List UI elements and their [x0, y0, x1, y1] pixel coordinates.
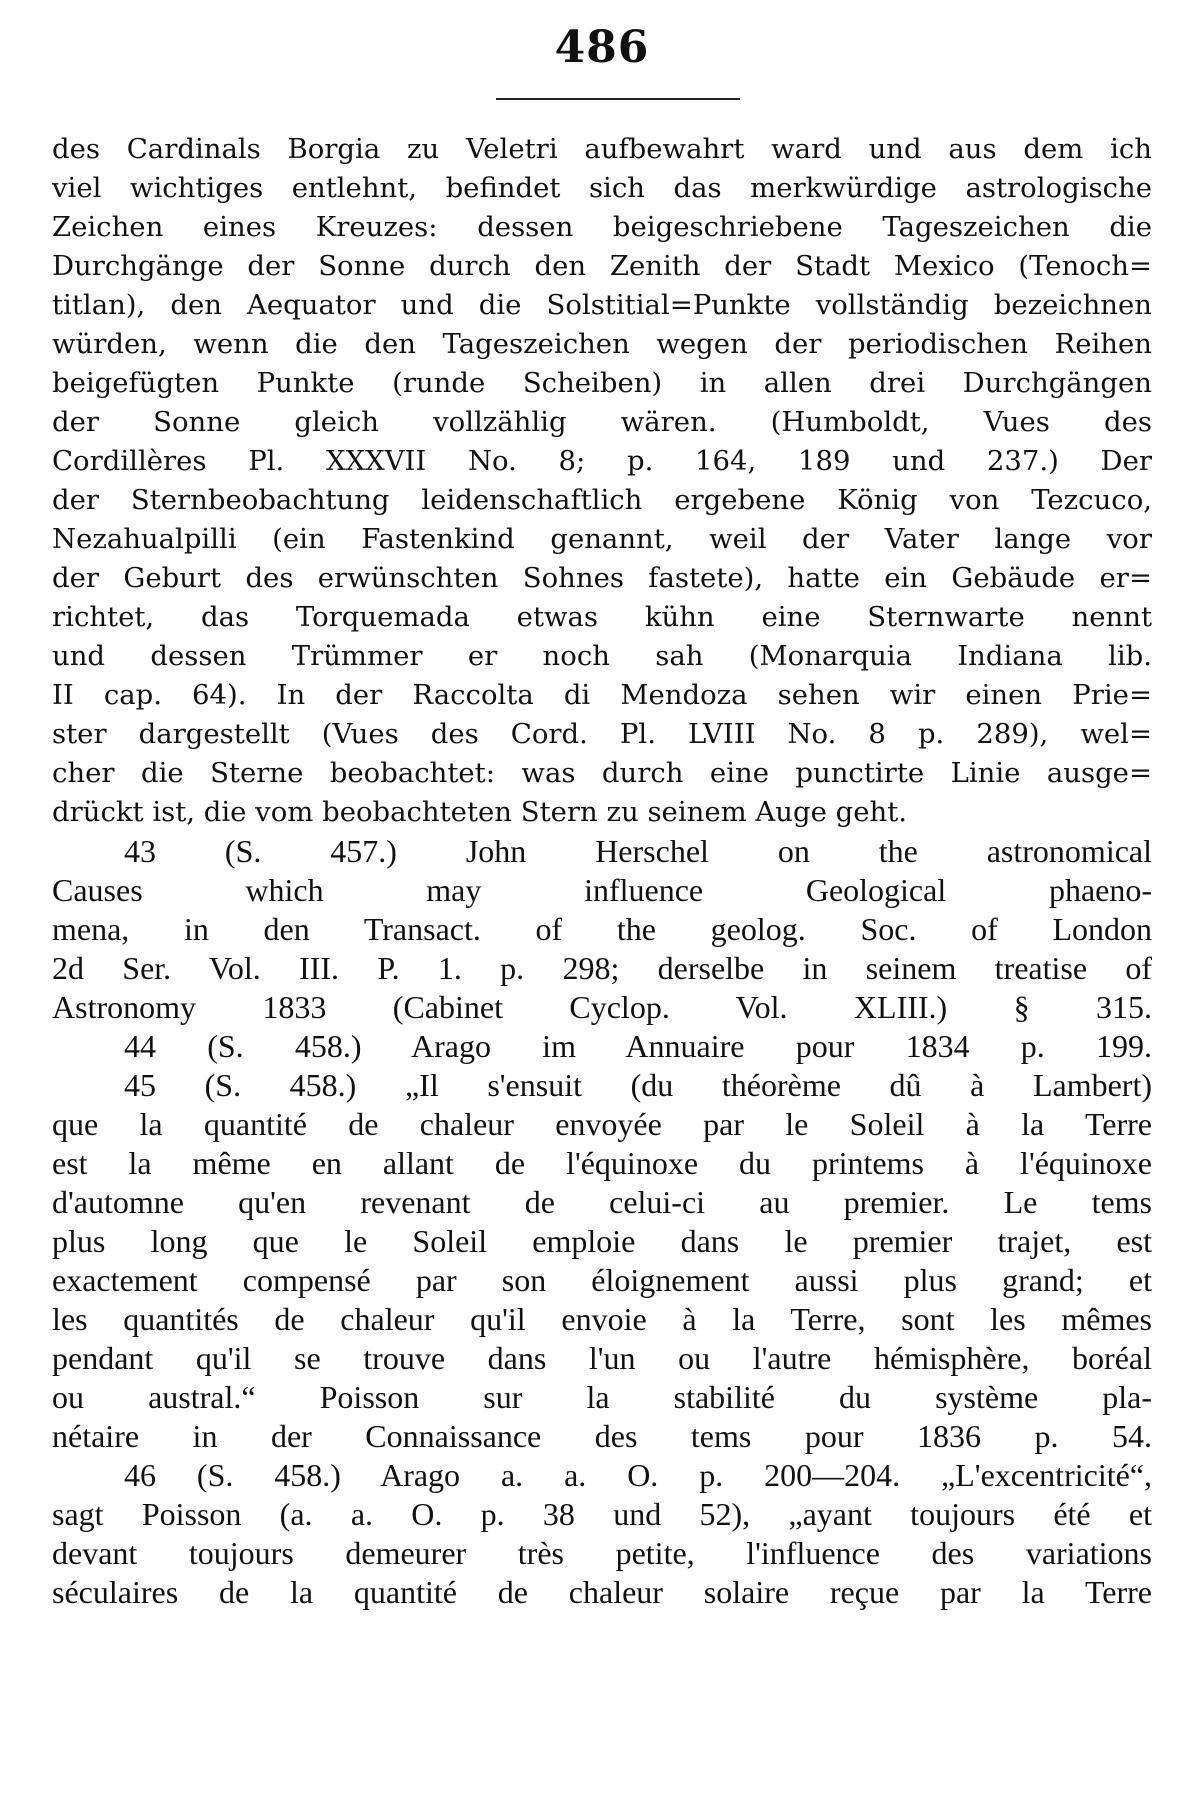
text-line: est la même en allant de l'équinoxe du printems à l'équinoxe	[52, 1145, 1152, 1181]
text-line: que la quantité de chaleur envoyée par le Soleil à la Terre	[52, 1106, 1152, 1142]
text-line: des Cardinals Borgia zu Veletri aufbewahrt ward und aus dem ich	[52, 133, 1152, 165]
book-page	[52, 0, 1152, 1795]
text-line: würden, wenn die den Tageszeichen wegen der periodischen Reihen	[52, 328, 1152, 360]
text-line: ster dargestellt (Vues des Cord. Pl. LVIII No. 8 p. 289), wel=	[52, 718, 1152, 750]
text-line: les quantités de chaleur qu'il envoie à la Terre, sont les mêmes	[52, 1301, 1152, 1337]
text-line: viel wichtiges entlehnt, befindet sich das merkwürdige astrologische	[52, 172, 1152, 204]
footnote-46-line: 46 (S. 458.) Arago a. a. O. p. 200—204. „L'excentricité“,	[124, 1457, 1152, 1493]
text-line: ou austral.“ Poisson sur la stabilité du système pla-	[52, 1379, 1152, 1415]
page-number: 486	[554, 22, 650, 73]
text-line: und dessen Trümmer er noch sah (Monarquia Indiana lib.	[52, 640, 1152, 672]
text-line: cher die Sterne beobachtet: was durch eine punctirte Linie ausge=	[52, 757, 1152, 789]
text-line: 2d Ser. Vol. III. P. 1. p. 298; derselbe in seinem treatise of	[52, 950, 1152, 986]
text-line: der Sonne gleich vollzählig wären. (Humboldt, Vues des	[52, 406, 1152, 438]
text-line: pendant qu'il se trouve dans l'un ou l'autre hémisphère, boréal	[52, 1340, 1152, 1376]
text-line: d'automne qu'en revenant de celui-ci au premier. Le tems	[52, 1184, 1152, 1220]
text-line: Astronomy 1833 (Cabinet Cyclop. Vol. XLIII.) § 315.	[52, 989, 1152, 1025]
text-line: séculaires de la quantité de chaleur solaire reçue par la Terre	[52, 1574, 1152, 1610]
text-line: drückt ist, die vom beobachteten Stern zu seinem Auge geht.	[52, 796, 907, 828]
text-line: der Geburt des erwünschten Sohnes fastete), hatte ein Gebäude er=	[52, 562, 1152, 594]
text-line: Durchgänge der Sonne durch den Zenith der Stadt Mexico (Tenoch=	[52, 250, 1152, 282]
text-line: II cap. 64). In der Raccolta di Mendoza sehen wir einen Prie=	[52, 679, 1152, 711]
footnote-45-line: 45 (S. 458.) „Il s'ensuit (du théorème dû à Lambert)	[124, 1067, 1152, 1103]
text-line: der Sternbeobachtung leidenschaftlich ergebene König von Tezcuco,	[52, 484, 1152, 516]
body-text	[52, 130, 1152, 1612]
text-line: sagt Poisson (a. a. O. p. 38 und 52), „ayant toujours été et	[52, 1496, 1152, 1532]
text-line: plus long que le Soleil emploie dans le premier trajet, est	[52, 1223, 1152, 1259]
text-line: Cordillères Pl. XXXVII No. 8; p. 164, 189 und 237.) Der	[52, 445, 1152, 477]
text-line: titlan), den Aequator und die Solstitial=Punkte vollständig bezeichnen	[52, 289, 1152, 321]
footnote-44-line: 44 (S. 458.) Arago im Annuaire pour 1834 p. 199.	[124, 1028, 1152, 1064]
text-line: Causes which may influence Geological phaeno-	[52, 872, 1152, 908]
text-line: beigefügten Punkte (runde Scheiben) in allen drei Durchgängen	[52, 367, 1152, 399]
text-line: Zeichen eines Kreuzes: dessen beigeschriebene Tageszeichen die	[52, 211, 1152, 243]
text-line: devant toujours demeurer très petite, l'influence des variations	[52, 1535, 1152, 1571]
text-line: exactement compensé par son éloignement aussi plus grand; et	[52, 1262, 1152, 1298]
footnote-43-line: 43 (S. 457.) John Herschel on the astronomical	[124, 833, 1152, 869]
text-line: richtet, das Torquemada etwas kühn eine Sternwarte nennt	[52, 601, 1152, 633]
text-line: Nezahualpilli (ein Fastenkind genannt, weil der Vater lange vor	[52, 523, 1152, 555]
text-line: nétaire in der Connaissance des tems pour 1836 p. 54.	[52, 1418, 1152, 1454]
header-rule	[496, 98, 740, 100]
text-line: mena, in den Transact. of the geolog. Soc. of London	[52, 911, 1152, 947]
